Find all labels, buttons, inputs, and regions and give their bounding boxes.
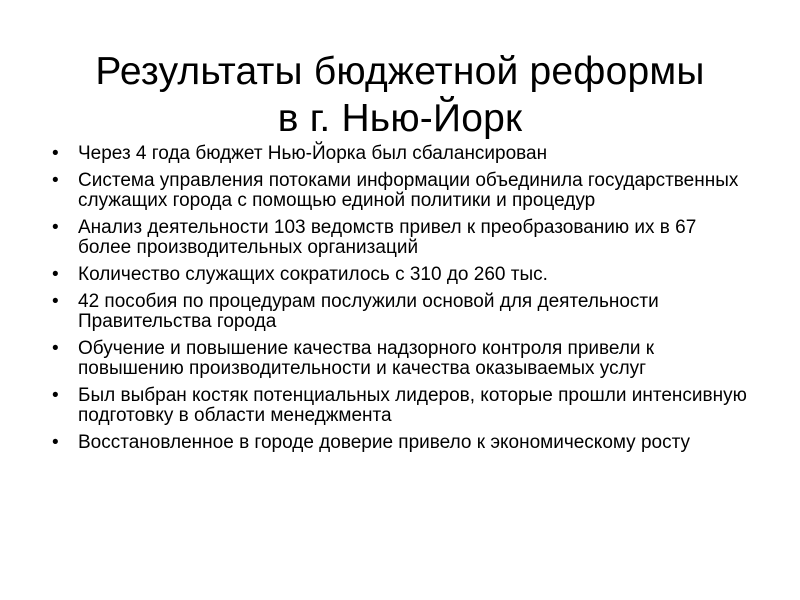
- bullet-item: [52, 171, 752, 211]
- bullet-text: Анализ деятельности 103 ведомств привел к преобразованию их в 67 более производительных организаций: [78, 217, 697, 258]
- bullet-text: Восстановленное в городе доверие привело к экономическому росту: [78, 432, 690, 453]
- bullet-item: [52, 433, 752, 453]
- bullet-item: [52, 386, 752, 426]
- bullet-point-icon: •: [52, 217, 59, 238]
- bullet-list: [52, 144, 752, 460]
- bullet-point-icon: •: [52, 170, 59, 191]
- bullet-text: Обучение и повышение качества надзорного контроля привели к повышению производительности и качества оказываемых услуг: [78, 338, 655, 379]
- bullet-point-icon: •: [52, 338, 59, 359]
- bullet-item: [52, 218, 752, 258]
- bullet-point-icon: •: [52, 432, 59, 453]
- bullet-item: [52, 339, 752, 379]
- bullet-point-icon: •: [52, 143, 59, 164]
- bullet-text: Через 4 года бюджет Нью-Йорка был сбалансирован: [78, 143, 548, 164]
- bullet-item: [52, 144, 752, 164]
- bullet-point-icon: •: [52, 385, 59, 406]
- bullet-text: Количество служащих сократилось с 310 до 260 тыс.: [78, 264, 548, 285]
- bullet-text: Был выбран костяк потенциальных лидеров, которые прошли интенсивную подготовку в области менеджмента: [78, 385, 747, 426]
- slide-title-line-1: Результаты бюджетной реформы: [95, 50, 705, 94]
- slide-title: [40, 48, 760, 142]
- slide-title-line-2: в г. Нью-Йорк: [277, 97, 523, 141]
- bullet-text: Система управления потоками информации объединила государственных служащих города с помощью единой политики и процедур: [78, 170, 739, 211]
- bullet-item: [52, 292, 752, 332]
- bullet-point-icon: •: [52, 291, 59, 312]
- bullet-text: 42 пособия по процедурам послужили основой для деятельности Правительства города: [78, 291, 659, 332]
- bullet-item: [52, 265, 752, 285]
- bullet-point-icon: •: [52, 264, 59, 285]
